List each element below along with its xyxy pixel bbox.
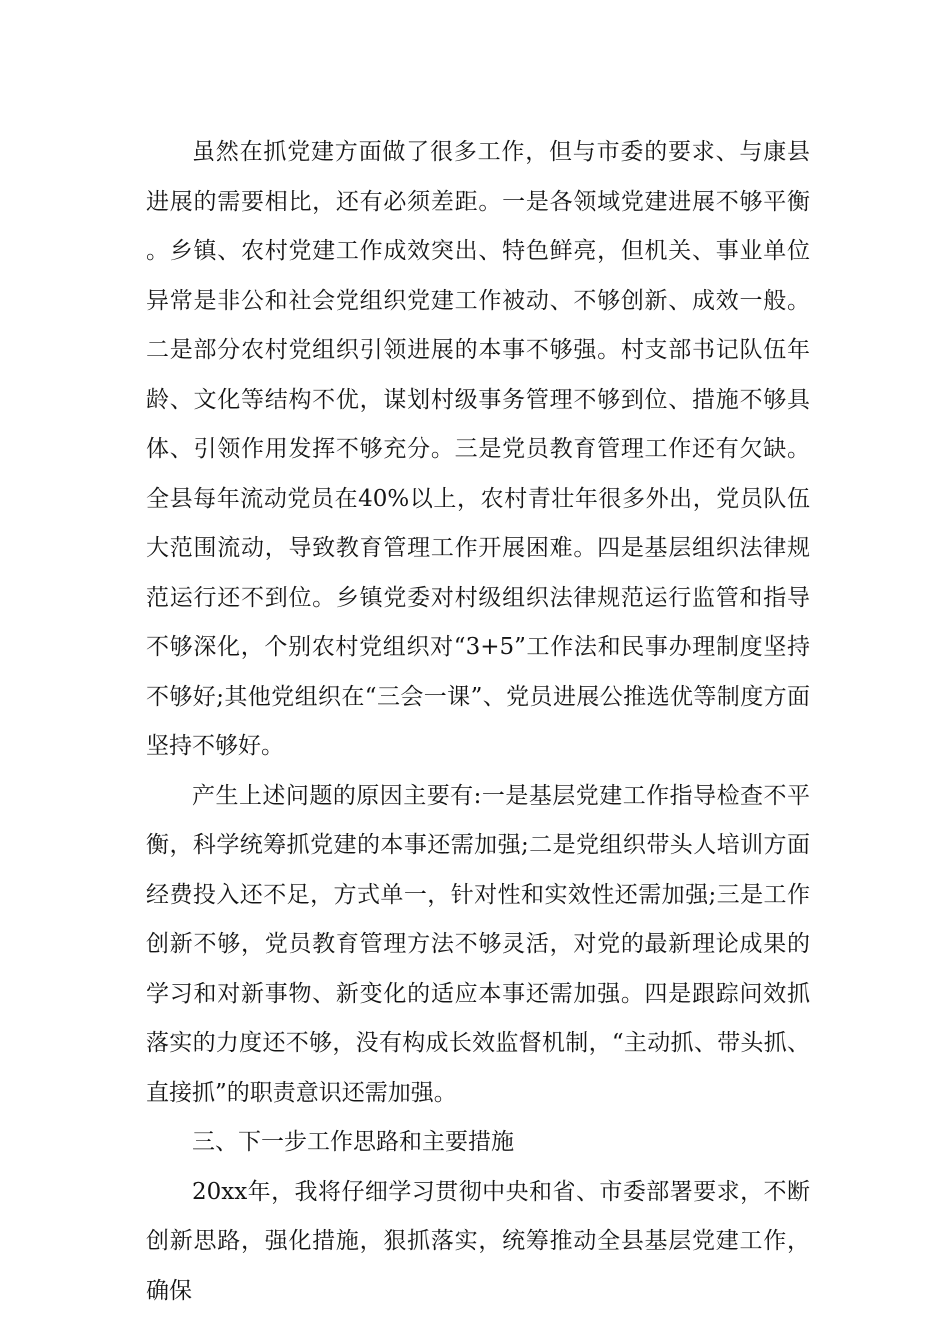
document-body: [146, 128, 810, 1316]
paragraph-shortcomings: 虽然在抓党建方面做了很多工作，但与市委的要求、与康县进展的需要相比，还有必须差距。一是各领域党建进展不够平衡。乡镇、农村党建工作成效突出、特色鲜亮，但机关、事业单位异常是非公和社会党组织党建工作被动、不够创新、成效一般。二是部分农村党组织引领进展的本事不够强。村支部书记队伍年龄、文化等结构不优，谋划村级事务管理不够到位、措施不够具体、引领作用发挥不够充分。三是党员教育管理工作还有欠缺。全县每年流动党员在40%以上，农村青壮年很多外出，党员队伍大范围流动，导致教育管理工作开展困难。四是基层组织法律规范运行还不到位。乡镇党委对村级组织法律规范运行监管和指导不够深化，个别农村党组织对“3+5”工作法和民事办理制度坚持不够好;其他党组织在“三会一课”、党员进展公推选优等制度方面坚持不够好。: [146, 139, 810, 759]
paragraph-plan: 20xx年，我将仔细学习贯彻中央和省、市委部署要求，不断创新思路，强化措施，狠抓落实，统筹推动全县基层党建工作，确保: [146, 1178, 810, 1304]
section-heading: 三、下一步工作思路和主要措施: [192, 1129, 514, 1155]
paragraph-causes: 产生上述问题的原因主要有:一是基层党建工作指导检查不平衡，科学统筹抓党建的本事还需加强;二是党组织带头人培训方面经费投入还不足，方式单一，针对性和实效性还需加强;三是工作创新不够，党员教育管理方法不够灵活，对党的最新理论成果的学习和对新事物、新变化的适应本事还需加强。四是跟踪问效抓落实的力度还不够，没有构成长效监督机制，“主动抓、带头抓、直接抓”的职责意识还需加强。: [146, 782, 810, 1106]
